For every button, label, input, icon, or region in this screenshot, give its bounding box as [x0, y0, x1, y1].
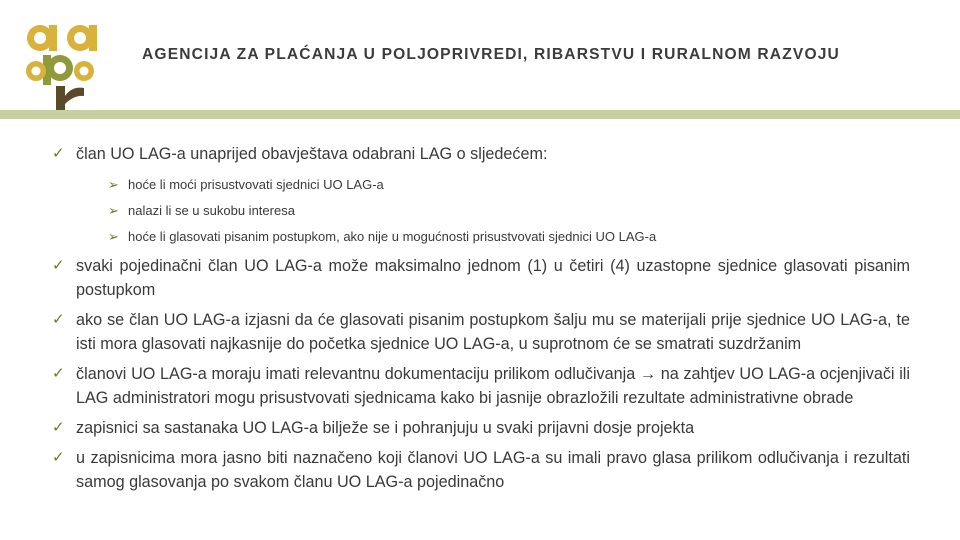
sub-list-item-text: nalazi li se u sukobu interesa	[128, 203, 295, 218]
sub-list	[52, 172, 910, 250]
list-item-text: član UO LAG-a unaprijed obavještava odabrani LAG o sljedećem:	[76, 145, 548, 163]
bullet-list	[52, 142, 910, 494]
list-item-text: u zapisnicima mora jasno biti naznačeno koji članovi UO LAG-a su imali pravo glasa prilikom odlučivanja i rezultati samog glasovanja po svakom članu UO LAG-a pojedinačno	[76, 449, 910, 491]
sub-list-item	[108, 198, 910, 224]
sub-list-item-text: hoće li glasovati pisanim postupkom, ako nije u mogućnosti prisustvovati sjednici UO LAG-a	[128, 229, 657, 244]
slide-header	[0, 0, 960, 112]
check-icon: ✓	[52, 449, 65, 466]
check-icon: ✓	[52, 145, 65, 162]
list-item-text: svaki pojedinačni član UO LAG-a može maksimalno jednom (1) u četiri (4) uzastopne sjednice glasovati pisanim postupkom	[76, 257, 910, 299]
list-item-text: članovi UO LAG-a moraju imati relevantnu dokumentaciju prilikom odlučivanja → na zahtjev UO LAG-a ocjenjivači ili LAG administratori mogu prisustvovati sjednicama kako bi jasnije obrazložili rezultate administrativne obrade	[76, 365, 910, 407]
list-item	[52, 362, 910, 410]
apprrr-logo-icon	[22, 16, 102, 116]
sub-list-item-text: hoće li moći prisustvovati sjednici UO LAG-a	[128, 177, 384, 192]
list-item	[52, 416, 910, 440]
header-band	[0, 110, 960, 119]
sub-list-item	[108, 224, 910, 250]
list-item	[52, 308, 910, 356]
arrow-icon: ➢	[108, 229, 119, 244]
list-item-text: ako se član UO LAG-a izjasni da će glasovati pisanim postupkom šalju mu se materijali prije sjednice UO LAG-a, te isti mora glasovati najkasnije do početka sjednice UO LAG-a, u suprotnom će se smatrati suzdržanim	[76, 311, 910, 353]
sub-list-item	[108, 172, 910, 198]
check-icon: ✓	[52, 257, 65, 274]
list-item	[52, 446, 910, 494]
arrow-icon: ➢	[108, 177, 119, 192]
check-icon: ✓	[52, 311, 65, 328]
list-item-text: zapisnici sa sastanaka UO LAG-a bilježe se i pohranjuju u svaki prijavni dosje projekta	[76, 419, 695, 437]
list-item	[52, 254, 910, 302]
check-icon: ✓	[52, 365, 65, 382]
check-icon: ✓	[52, 419, 65, 436]
organization-title: AGENCIJA ZA PLAĆANJA U POLJOPRIVREDI, RIBARSTVU I RURALNOM RAZVOJU	[142, 46, 840, 63]
arrow-icon: ➢	[108, 203, 119, 218]
list-item	[52, 142, 910, 166]
